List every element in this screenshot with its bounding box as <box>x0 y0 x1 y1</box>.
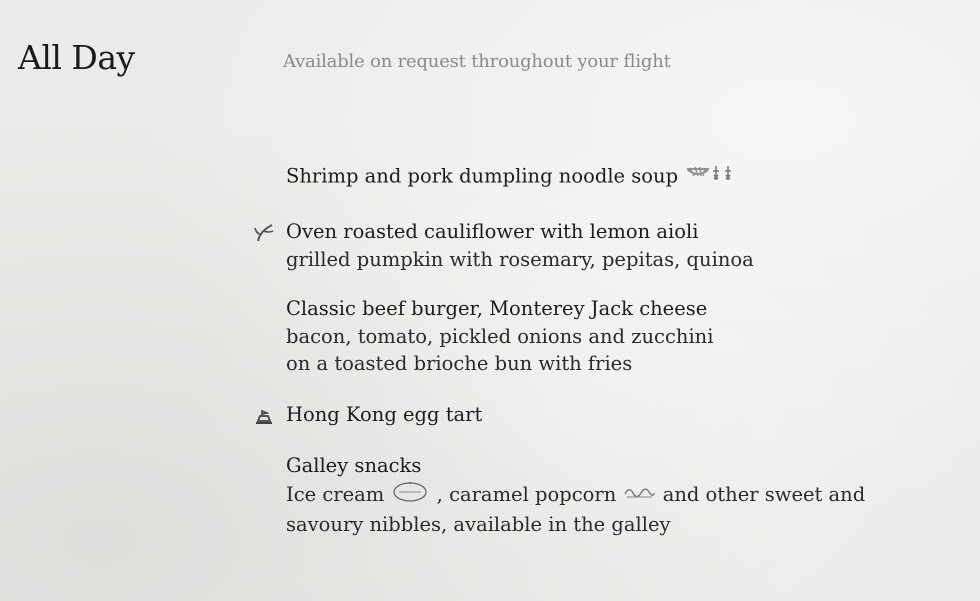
item-title: Classic beef burger, Monterey Jack cheese <box>286 297 708 320</box>
menu-list <box>286 162 936 538</box>
signature-dish-icon <box>252 404 276 428</box>
menu-item-beef-burger <box>286 295 936 377</box>
menu-item-galley-snacks <box>286 452 936 538</box>
item-description-part: savoury nibbles, available in the galley <box>286 513 671 536</box>
item-description-part: Ice cream <box>286 483 385 506</box>
item-description-line: bacon, tomato, pickled onions and zucchini <box>286 325 714 348</box>
item-title: Shrimp and pork dumpling noodle soup <box>286 164 679 188</box>
item-title: Hong Kong egg tart <box>286 403 483 426</box>
popcorn-brand-logo <box>622 482 656 509</box>
page-title: All Day <box>18 38 135 77</box>
ice-cream-brand-logo <box>390 480 430 511</box>
item-description: grilled pumpkin with rosemary, pepitas, quinoa <box>286 248 754 271</box>
noodle-bowl-icon <box>684 162 748 192</box>
item-title: Oven roasted cauliflower with lemon aioli <box>286 220 699 243</box>
item-description-line: on a toasted brioche bun with fries <box>286 352 633 375</box>
page-subtitle: Available on request throughout your flight <box>283 51 671 72</box>
item-description-part: and other sweet and <box>662 483 866 506</box>
menu-item-egg-tart <box>286 401 936 429</box>
menu-item-cauliflower <box>286 218 936 273</box>
item-description-part: , caramel popcorn <box>436 483 617 506</box>
leaf-icon <box>252 221 276 245</box>
menu-item-dumpling-soup <box>286 162 936 192</box>
item-title: Galley snacks <box>286 454 422 477</box>
